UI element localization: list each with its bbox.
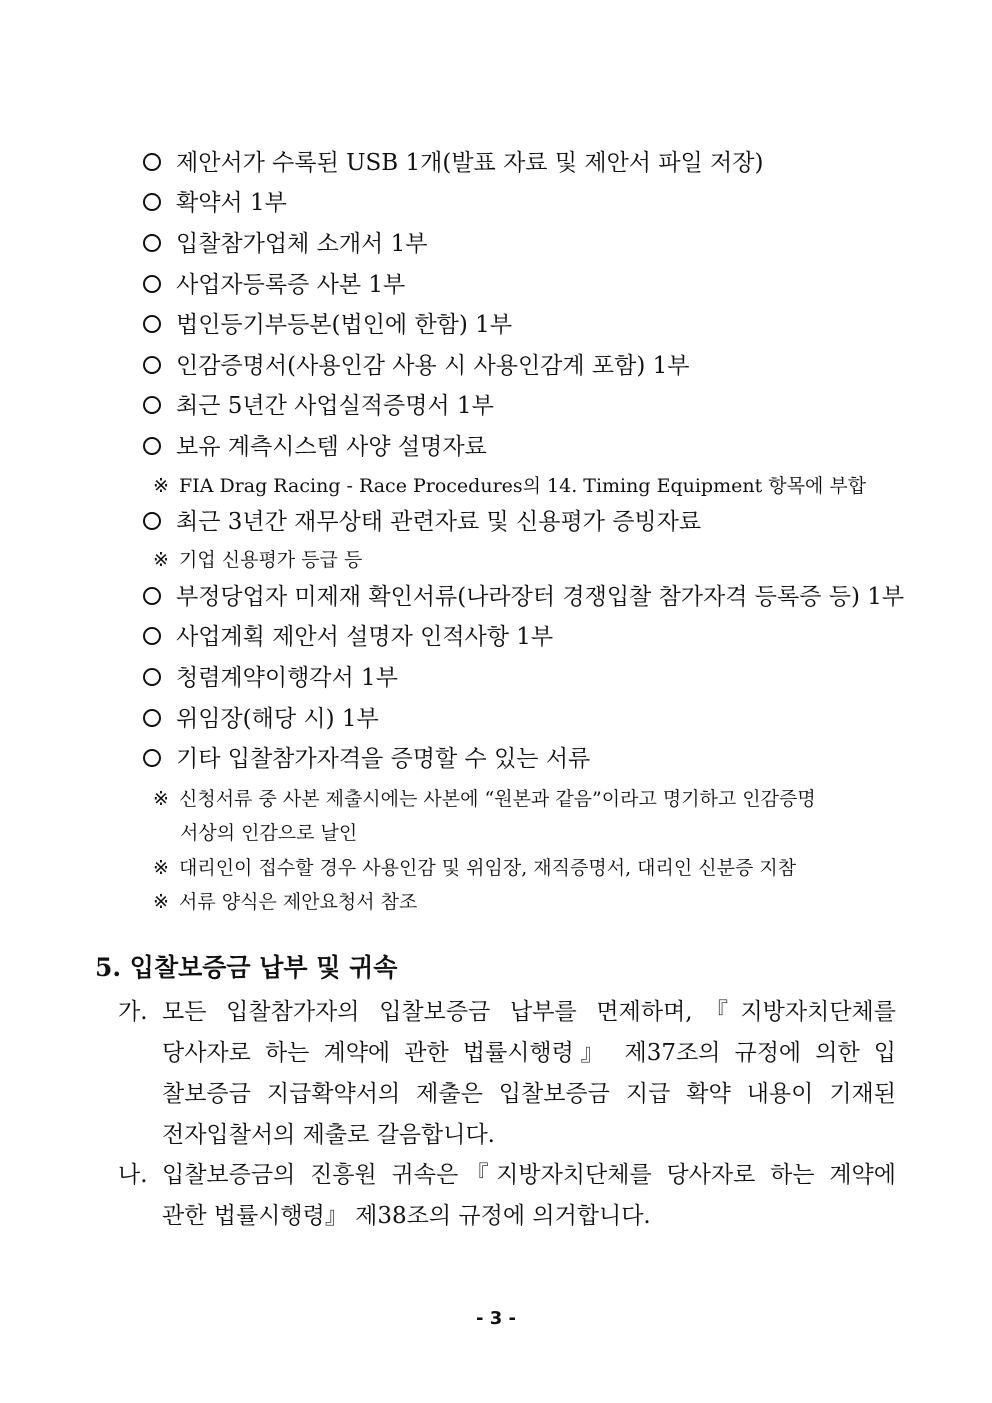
bullet-circle-icon [143, 744, 176, 774]
reference-mark-icon: ※ [153, 475, 169, 497]
list-item-text: 사업계획 제안서 설명자 인적사항 1부 [176, 624, 554, 650]
paragraph-label: 나. [118, 1162, 148, 1188]
list-item-text: 법인등기부등본(법인에 한함) 1부 [176, 312, 513, 338]
list-item [143, 310, 512, 340]
list-item [143, 148, 763, 178]
note-text: 신청서류 중 사본 제출시에는 사본에 “원본과 같음”이라고 명기하고 인감증명 [179, 788, 816, 810]
paragraph-line: 모든 입찰참가자의 입찰보증금 납부를 면제하며,『지방자치단체를 [162, 999, 896, 1025]
reference-mark-icon: ※ [153, 788, 169, 810]
list-item-text: 사업자등록증 사본 1부 [176, 272, 406, 298]
list-item [143, 432, 487, 462]
bullet-circle-icon [143, 663, 176, 693]
list-item [143, 744, 590, 774]
paragraph-line: 당사자로 하는 계약에 관한 법률시행령』 제37조의 규정에 의한 입 [162, 1040, 896, 1066]
paragraph-line: 관한 법률시행령』 제38조의 규정에 의거합니다. [162, 1203, 651, 1229]
list-item [143, 270, 405, 300]
bullet-circle-icon [143, 582, 176, 612]
bullet-circle-icon [143, 704, 176, 734]
note [153, 547, 362, 573]
list-item-text: 최근 3년간 재무상태 관련자료 및 신용평가 증빙자료 [176, 509, 702, 535]
list-item [143, 188, 287, 218]
page-number: - 3 - [476, 1308, 516, 1329]
list-item-text: 기타 입찰참가자격을 증명할 수 있는 서류 [176, 746, 591, 772]
list-item [143, 507, 701, 537]
note-text: FIA Drag Racing - Race Procedures의 14. Timing Equipment 항목에 부합 [179, 475, 867, 497]
list-item [143, 229, 427, 259]
bullet-circle-icon [143, 391, 176, 421]
bullet-circle-icon [143, 148, 176, 178]
bullet-circle-icon [143, 622, 176, 652]
bullet-circle-icon [143, 188, 176, 218]
note [153, 889, 417, 915]
note-text: 서류 양식은 제안요청서 참조 [179, 891, 418, 913]
list-item [143, 351, 690, 381]
list-item-text: 부정당업자 미제재 확인서류(나라장터 경쟁입찰 참가자격 등록증 등) 1부 [176, 584, 905, 610]
bullet-circle-icon [143, 507, 176, 537]
list-item [143, 391, 494, 421]
note-text: 기업 신용평가 등급 등 [179, 549, 363, 571]
list-item-text: 위임장(해당 시) 1부 [176, 706, 379, 732]
list-item [143, 582, 904, 612]
bullet-circle-icon [143, 351, 176, 381]
list-item-text: 확약서 1부 [176, 190, 287, 216]
paragraph-line: 찰보증금 지급확약서의 제출은 입찰보증금 지급 확약 내용이 기재된 [162, 1081, 896, 1107]
bullet-circle-icon [143, 270, 176, 300]
list-item-text: 보유 계측시스템 사양 설명자료 [176, 434, 487, 460]
bullet-circle-icon [143, 229, 176, 259]
note [153, 786, 816, 812]
list-item-text: 최근 5년간 사업실적증명서 1부 [176, 393, 494, 419]
note-text: 대리인이 접수할 경우 사용인감 및 위임장, 재직증명서, 대리인 신분증 지참 [179, 857, 797, 879]
bullet-circle-icon [143, 432, 176, 462]
paragraph-line: 입찰보증금의 진흥원 귀속은『지방자치단체를 당사자로 하는 계약에 [162, 1162, 896, 1188]
paragraph-line: 전자입찰서의 제출로 갈음합니다. [162, 1122, 495, 1148]
section-title: 5. 입찰보증금 납부 및 귀속 [95, 953, 398, 982]
reference-mark-icon: ※ [153, 857, 169, 879]
list-item [143, 704, 379, 734]
reference-mark-icon: ※ [153, 891, 169, 913]
note [153, 473, 866, 499]
bullet-circle-icon [143, 310, 176, 340]
list-item-text: 제안서가 수록된 USB 1개(발표 자료 및 제안서 파일 저장) [176, 150, 764, 176]
list-item [143, 663, 398, 693]
list-item [143, 622, 553, 652]
list-item-text: 청렴계약이행각서 1부 [176, 665, 398, 691]
list-item-text: 인감증명서(사용인감 사용 시 사용인감계 포함) 1부 [176, 353, 690, 379]
reference-mark-icon: ※ [153, 549, 169, 571]
note [153, 855, 796, 881]
paragraph-label: 가. [118, 999, 148, 1025]
note-continuation: 서상의 인감으로 날인 [180, 822, 358, 844]
list-item-text: 입찰참가업체 소개서 1부 [176, 231, 428, 257]
